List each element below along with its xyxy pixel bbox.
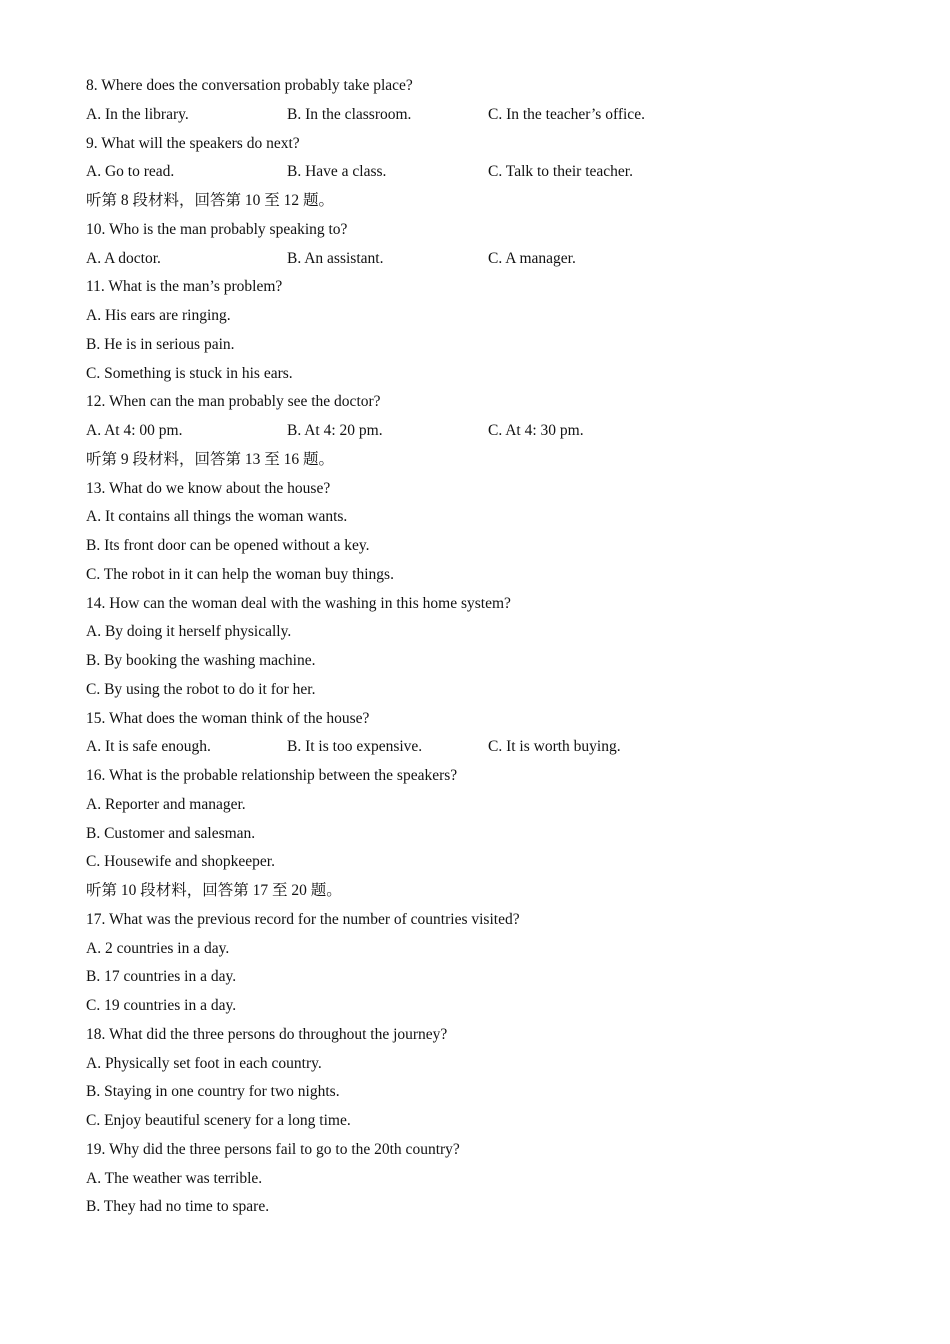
answer-options-row [86, 245, 886, 274]
answer-option: C. By using the robot to do it for her. [86, 680, 316, 698]
answer-option: A. 2 countries in a day. [86, 939, 230, 957]
answer-option-a: A. At 4: 00 pm. [86, 422, 183, 439]
answer-option: A. The weather was terrible. [86, 1169, 263, 1187]
answer-option: A. By doing it herself physically. [86, 623, 292, 641]
section-instruction: 听第 8 段材料，回答第 10 至 12 题。 [86, 192, 335, 209]
question-text: 15. What does the woman think of the house? [86, 709, 370, 727]
answer-options-row [86, 733, 886, 762]
answer-option-a: A. A doctor. [86, 249, 161, 267]
answer-option: C. Enjoy beautiful scenery for a long time. [86, 1112, 351, 1129]
question-text: 8. Where does the conversation probably take place? [86, 77, 413, 94]
question-text: 10. Who is the man probably speaking to? [86, 220, 348, 238]
question-text: 9. What will the speakers do next? [86, 134, 300, 152]
answer-option: A. Reporter and manager. [86, 795, 246, 813]
answer-option-b: B. In the classroom. [287, 105, 412, 123]
question-text: 13. What do we know about the house? [86, 479, 331, 497]
question-text: 14. How can the woman deal with the washing in this home system? [86, 594, 511, 612]
answer-option: B. By booking the washing machine. [86, 652, 316, 669]
answer-option-c: C. At 4: 30 pm. [488, 422, 584, 439]
answer-option: C. Housewife and shopkeeper. [86, 853, 275, 871]
answer-option: B. 17 countries in a day. [86, 968, 237, 986]
answer-option-c: C. In the teacher’s office. [488, 105, 645, 123]
answer-option: B. Staying in one country for two nights. [86, 1083, 340, 1101]
section-instruction: 听第 10 段材料，回答第 17 至 20 题。 [86, 882, 342, 899]
answer-option-a: A. It is safe enough. [86, 738, 211, 756]
question-text: 12. When can the man probably see the doctor? [86, 393, 381, 411]
document-body [86, 72, 886, 1222]
answer-options-row [86, 417, 886, 446]
question-text: 11. What is the man’s problem? [86, 278, 283, 296]
question-text: 19. Why did the three persons fail to go to the 20th country? [86, 1140, 460, 1158]
answer-option: C. The robot in it can help the woman buy things. [86, 565, 394, 583]
answer-option: C. 19 countries in a day. [86, 997, 237, 1014]
answer-option-b: B. An assistant. [287, 249, 384, 267]
answer-options-row [86, 101, 886, 130]
answer-option: A. Physically set foot in each country. [86, 1054, 322, 1072]
answer-option: C. Something is stuck in his ears. [86, 364, 293, 382]
question-text: 16. What is the probable relationship between the speakers? [86, 767, 458, 784]
answer-option-b: B. Have a class. [287, 163, 387, 181]
answer-option-a: A. Go to read. [86, 163, 175, 181]
answer-option-c: C. A manager. [488, 249, 576, 267]
section-instruction: 听第 9 段材料，回答第 13 至 16 题。 [86, 450, 335, 468]
answer-option-b: B. At 4: 20 pm. [287, 422, 383, 439]
answer-option: B. They had no time to spare. [86, 1198, 270, 1216]
answer-option: A. His ears are ringing. [86, 307, 231, 324]
question-text: 17. What was the previous record for the number of countries visited? [86, 910, 520, 928]
answer-options-row [86, 158, 886, 187]
answer-option: A. It contains all things the woman wants. [86, 508, 348, 526]
question-text: 18. What did the three persons do throughout the journey? [86, 1025, 448, 1043]
answer-option-b: B. It is too expensive. [287, 738, 423, 756]
answer-option: B. Customer and salesman. [86, 824, 256, 842]
answer-option-c: C. It is worth buying. [488, 738, 621, 756]
answer-option: B. Its front door can be opened without a key. [86, 537, 370, 554]
answer-option-c: C. Talk to their teacher. [488, 163, 633, 181]
answer-option-a: A. In the library. [86, 105, 189, 123]
answer-option: B. He is in serious pain. [86, 335, 235, 353]
